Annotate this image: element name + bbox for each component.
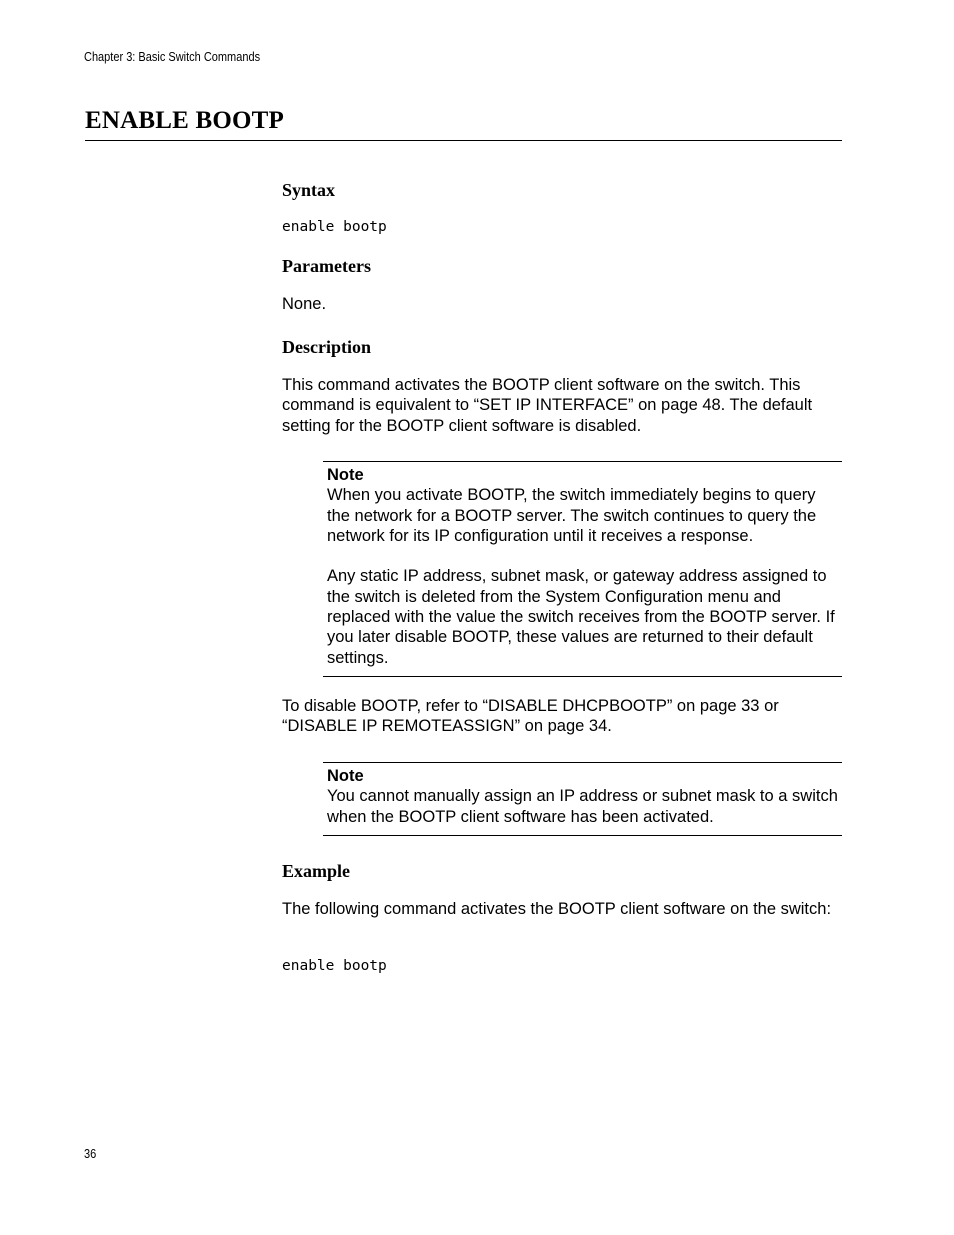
disable-reference-text: To disable BOOTP, refer to “DISABLE DHCPBOOTP” on page 33 or “DISABLE IP REMOTEASSIGN” on page 34. xyxy=(282,697,779,736)
page-title: ENABLE BOOTP xyxy=(85,107,284,134)
title-rule xyxy=(85,140,842,141)
note-paragraph: Any static IP address, subnet mask, or gateway address assigned to the switch is deleted from the System Configuration menu and replaced with the value the switch receives from the BOOTP server. If you later disable BOOTP, these values are returned to their default settings. xyxy=(327,567,835,667)
description-heading: Description xyxy=(282,337,371,357)
note-paragraph: You cannot manually assign an IP address or subnet mask to a switch when the BOOTP client software has been activated. xyxy=(327,787,838,826)
note-paragraph: When you activate BOOTP, the switch immediately begins to query the network for a BOOTP server. The switch continues to query the network for its IP configuration until it receives a response. xyxy=(327,486,817,545)
page-number: 36 xyxy=(84,1147,97,1161)
parameters-heading: Parameters xyxy=(282,256,371,276)
parameters-text: None. xyxy=(282,295,327,313)
syntax-heading: Syntax xyxy=(282,180,336,200)
running-header: Chapter 3: Basic Switch Commands xyxy=(84,50,261,64)
description-text: This command activates the BOOTP client software on the switch. This command is equivalent to “SET IP INTERFACE” on page 48. The default setting for the BOOTP client software is disabled. xyxy=(282,376,813,435)
example-text: The following command activates the BOOTP client software on the switch: xyxy=(282,900,832,918)
note-box-bootp-query xyxy=(323,461,842,677)
note-label: Note xyxy=(327,466,364,484)
example-code: enable bootp xyxy=(282,958,387,974)
note-box-manual-assign xyxy=(323,762,842,836)
note-label: Note xyxy=(327,767,364,785)
example-heading: Example xyxy=(282,861,351,881)
syntax-code: enable bootp xyxy=(282,219,387,235)
